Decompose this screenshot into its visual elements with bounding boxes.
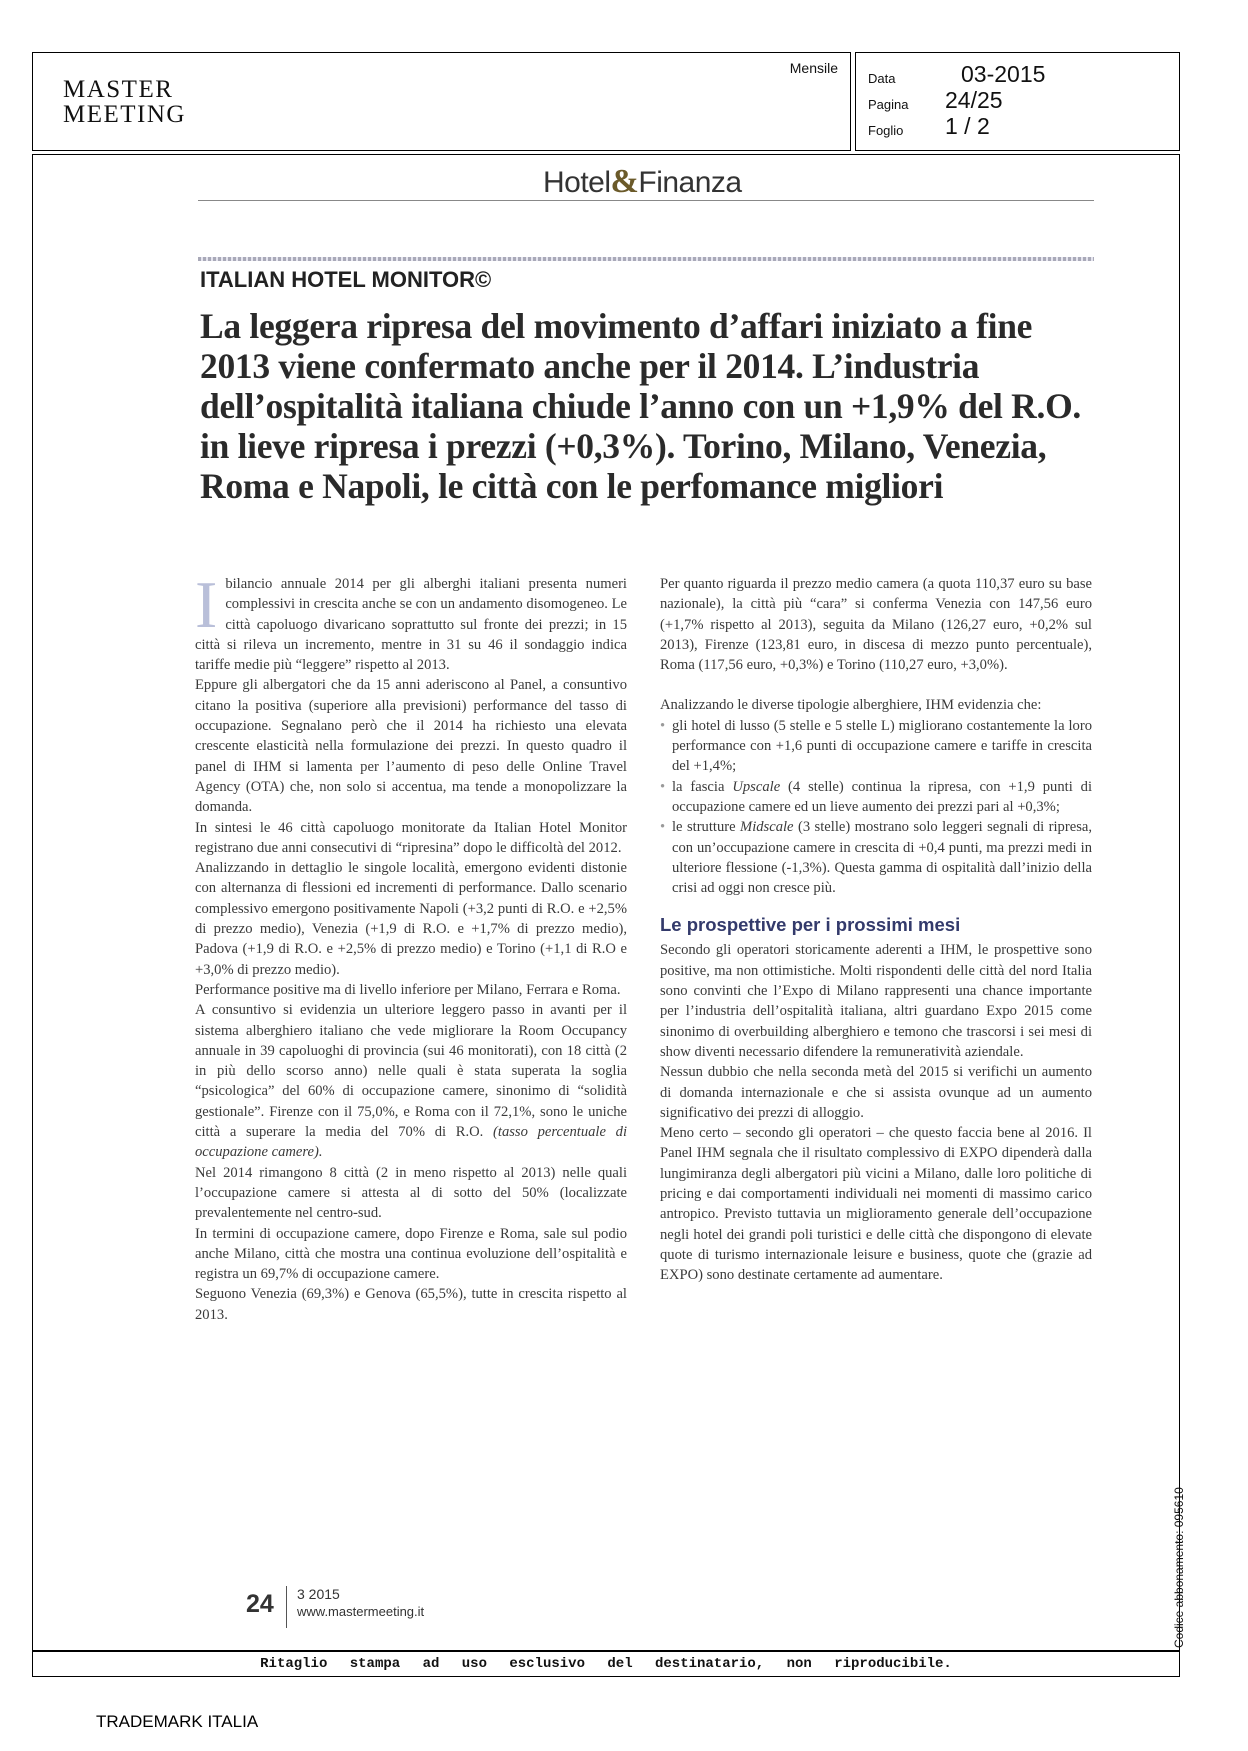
section-rule [198,200,1094,201]
paragraph: In termini di occupazione camere, dopo Firenze e Roma, sale sul podio anche Milano, città che mostra una continua evoluzione dell’ospitalità e registra un 69,7% di occupazione camere. [195,1225,627,1283]
clipping-notice: Ritaglio stampa ad uso esclusivo del destinatario, non riproducibile. [32,1651,1180,1677]
data-label: Data [868,71,896,86]
paragraph-italic-note: (tasso percentuale di occupazione camere). [195,1124,627,1161]
paragraph: Nessun dubbio che nella seconda metà del 2015 si verifichi un aumento di domanda internazionale e che si assista ovunque ad un aumento significativo dei prezzi di alloggio. [660,1064,1092,1121]
client-name: TRADEMARK ITALIA [96,1712,259,1731]
paragraph: Nel 2014 rimangono 8 città (2 in meno rispetto al 2013) nelle quali l’occupazione camere si attesta al di sotto del 50% (localizzate prevalentemente nel centro-sud. [195,1164,627,1222]
data-value: 03-2015 [961,61,1046,87]
magazine-section-header [543,163,742,201]
paragraph: Performance positive ma di livello inferiore per Milano, Ferrara e Roma. [195,981,621,998]
list-item-italic: Midscale [740,819,794,836]
category-list [660,716,1092,899]
magazine-url: www.mastermeeting.it [297,1604,425,1619]
list-item-text: le strutture [672,819,741,836]
list-item-text: la fascia [672,778,733,795]
paragraph: Analizzando le diverse tipologie alberghiere, IHM evidenzia che: [660,697,1042,714]
section-subheading: Le prospettive per i prossimi mesi [660,914,961,936]
folio-divider [286,1586,287,1628]
section-word-hotel: Hotel [543,166,611,199]
paragraph [195,568,627,675]
list-item [660,777,1092,818]
paragraph-gap [660,675,1092,695]
pagina-label: Pagina [868,97,909,112]
issue-date: 3 2015 [297,1586,340,1602]
article-column-right [660,574,1092,1286]
logo-line-2: MEETING [63,101,186,128]
paragraph: Meno certo – secondo gli operatori – che questo faccia bene al 2016. Il Panel IHM segnala che il risultato complessivo di EXPO dipenderà dalla lungimiranza degli albergatori più vicini a Milano, dalle loro politiche di pricing e dai comportamenti individuali nei momenti di massimo carico antropico. Previsto tuttavia un miglioramento generale dell’occupazione negli hotel dei grandi poli turistici e delle città che dispongono di elevate quote di turismo internazionale leisure e business, quote che (grazie ad EXPO) sono destinate certamente ad aumentare. [660,1125,1092,1284]
paragraph: Analizzando in dettaglio le singole località, emergono evidenti distonie con alternanza di flessioni ed incrementi di performance. Dallo scenario complessivo emergono positivamente Napoli (+3,2 punti di R.O. e +2,5% di prezzo medio), Venezia (+1,9 di R.O. e +1,7% di prezzo medio), Padova (+1,9 di R.O. e +2,5% di prezzo medio) e Torino (+1,1 di R.O e +3,0% di prezzo medio). [195,860,627,978]
foglio-label: Foglio [868,123,904,138]
publication-header [32,52,851,151]
paragraph-text: A consuntivo si evidenzia un ulteriore leggero passo in avanti per il sistema alberghiero italiano che vede migliorare la Room Occupancy annuale in 39 capoluoghi di provincia (sui 46 monitorati), con 18 città (2 in più dello scorso anno) nelle quali è stata superata la soglia “psicologica” del 60% di occupazione camere, sinonimo di “solidità gestionale”. Firenze con il 75,0%, e Roma con il 72,1%, sono le uniche città a superare la media del 70% di R.O. [195,1002,627,1141]
paragraph: Seguono Venezia (69,3%) e Genova (65,5%), tutte in crescita rispetto al 2013. [195,1286,627,1323]
paragraph: Secondo gli operatori storicamente aderenti a IHM, le prospettive sono positive, ma non ottimistiche. Molti rispondenti delle città del nord Italia sono convinti che l’Expo di Milano rappresenti una chance importante per l’industria dell’ospitalità italiana, altri guardano Expo 2015 come sinonimo di overbuilding alberghiero e temono che trascorsi i sei mesi di show diventi necessario difendere la remuneratività aziendale. [660,942,1092,1060]
section-word-finanza: Finanza [638,166,742,199]
article-kicker: ITALIAN HOTEL MONITOR© [200,267,492,292]
list-item [660,817,1092,898]
frequency-label: Mensile [789,60,838,76]
paragraph: In sintesi le 46 città capoluogo monitorate da Italian Hotel Monitor registrano due anni consecutivi di “ripresina” dopo le difficoltà del 2012. [195,819,627,856]
foglio-value: 1 / 2 [945,113,990,139]
list-item: • gli hotel di lusso (5 stelle e 5 stelle L) migliorano costantemente la loro performance con +1,6 punti di occupazione camere e tariffe in crescita del +1,4%; [660,716,1092,777]
article-headline: La leggera ripresa del movimento d’affari iniziato a fine 2013 viene confermato anche per il 2014. L’industria dell’ospitalità italiana chiude l’anno con un +1,9% del R.O. in lieve ripresa i prezzi (+0,3%). Torino, Milano, Venezia, Roma e Napoli, le città con le perfomance migliori [200,306,1081,506]
paragraph-text: bilancio annuale 2014 per gli alberghi italiani presenta numeri complessivi in crescita anche se con un andamento disomogeneo. Le città capoluogo divaricano soprattutto sul fronte dei prezzi; in 15 città si rileva un incremento, mentre in 31 su 46 il sondaggio indica tariffe medie più “leggere” rispetto al 2013. [195,576,627,674]
subscription-code: Codice abbonamento: 095610 [1172,1487,1186,1648]
paragraph [195,1000,627,1162]
paragraph: Eppure gli albergatori che da 15 anni aderiscono al Panel, a consuntivo citano la positiva (superiore alla previsioni) performance del tasso di occupazione. Segnalano però che il 2014 ha richiesto una elevata crescente elasticità nella formulazione dei prezzi. In questo quadro il panel di IHM si lamenta per l’aumento di peso delle Online Travel Agency (OTA) che, non solo si accentua, ma tende a monopolizzare la domanda. [195,677,627,816]
master-meeting-logo [63,76,186,128]
drop-cap: I [195,568,218,642]
list-item-text: (3 stelle) mostrano solo leggeri segnali di ripresa, con un’occupazione camere in crescita di +0,4 punti, ma prezzi medi in ulteriore flessione (-1,3%). Questa gamma di ospitalità dall’inizio della crisi ad oggi non cresce più. [672,819,1092,897]
clipping-meta-box [855,52,1180,151]
list-item-text: (4 stelle) continua la ripresa, con +1,9 punti di occupazione camere ed un lieve aumento dei prezzi pari al +0,3%; [672,778,1093,815]
article-column-left [195,568,627,1325]
logo-line-1: MASTER [63,76,174,103]
list-item-italic: Upscale [732,778,781,795]
page-number: 24 [246,1590,274,1618]
paragraph: Per quanto riguarda il prezzo medio camera (a quota 110,37 euro su base nazionale), la città più “cara” si conferma Venezia con 147,56 euro (+1,7% rispetto al 2013), seguita da Milano (126,27 euro, +0,2% sul 2013), Firenze (123,81 euro, in discesa di mezzo punto percentuale), Roma (117,56 euro, +0,3%) e Torino (110,27 euro, +3,0%). [660,576,1092,674]
dotted-divider [198,257,1094,261]
pagina-value: 24/25 [945,87,1003,113]
section-ampersand: & [610,163,639,200]
